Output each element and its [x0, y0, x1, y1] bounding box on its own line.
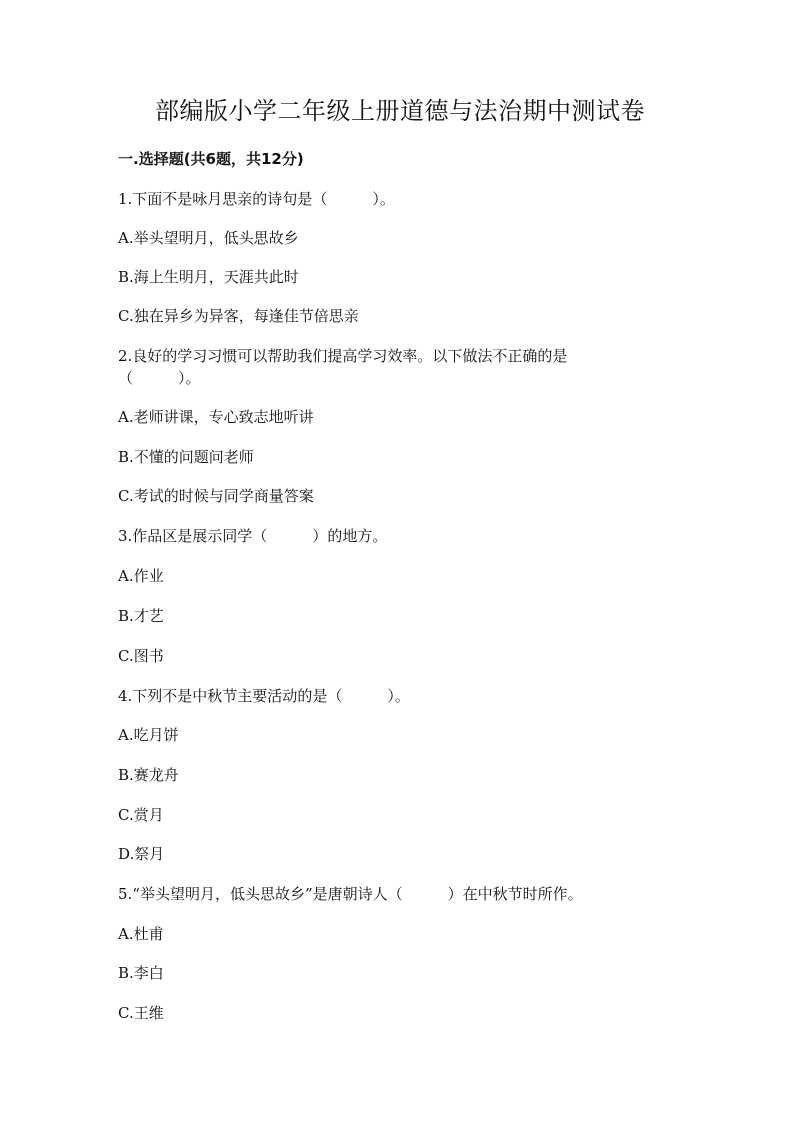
question-4-option-c: C.赏月 [118, 806, 164, 824]
question-5-option-a: A.杜甫 [118, 925, 164, 943]
question-4-option-b: B.赛龙舟 [118, 766, 179, 784]
question-5-stem: 5.“举头望明月，低头思故乡”是唐朝诗人（ ）在中秋节时所作。 [118, 885, 583, 903]
question-2-option-a: A.老师讲课，专心致志地听讲 [118, 408, 314, 426]
question-4-stem: 4.下列不是中秋节主要活动的是（ ）。 [118, 687, 410, 705]
question-3-option-c: C.图书 [118, 647, 164, 665]
question-1-option-a: A.举头望明月，低头思故乡 [118, 229, 299, 247]
question-4-option-a: A.吃月饼 [118, 726, 179, 744]
question-2-stem-line-2: （ ）。 [118, 369, 201, 387]
question-1-option-b: B.海上生明月，天涯共此时 [118, 268, 299, 286]
question-1-option-c: C.独在异乡为异客，每逢佳节倍思亲 [118, 307, 359, 325]
question-2-option-c: C.考试的时候与同学商量答案 [118, 487, 314, 505]
question-1-stem: 1.下面不是咏月思亲的诗句是（ ）。 [118, 190, 395, 208]
question-3-stem: 3.作品区是展示同学（ ）的地方。 [118, 527, 388, 545]
question-2-stem-line-1: 2.良好的学习习惯可以帮助我们提高学习效率。以下做法不正确的是 [118, 347, 568, 365]
question-3-option-b: B.才艺 [118, 607, 164, 625]
question-5-option-c: C.王维 [118, 1004, 164, 1022]
question-5-option-b: B.李白 [118, 964, 164, 982]
question-3-option-a: A.作业 [118, 567, 164, 585]
question-2-option-b: B.不懂的问题问老师 [118, 448, 254, 466]
section-heading: 一.选择题(共6题，共12分) [118, 150, 304, 168]
page-title: 部编版小学二年级上册道德与法治期中测试卷 [155, 97, 645, 125]
question-4-option-d: D.祭月 [118, 845, 165, 863]
